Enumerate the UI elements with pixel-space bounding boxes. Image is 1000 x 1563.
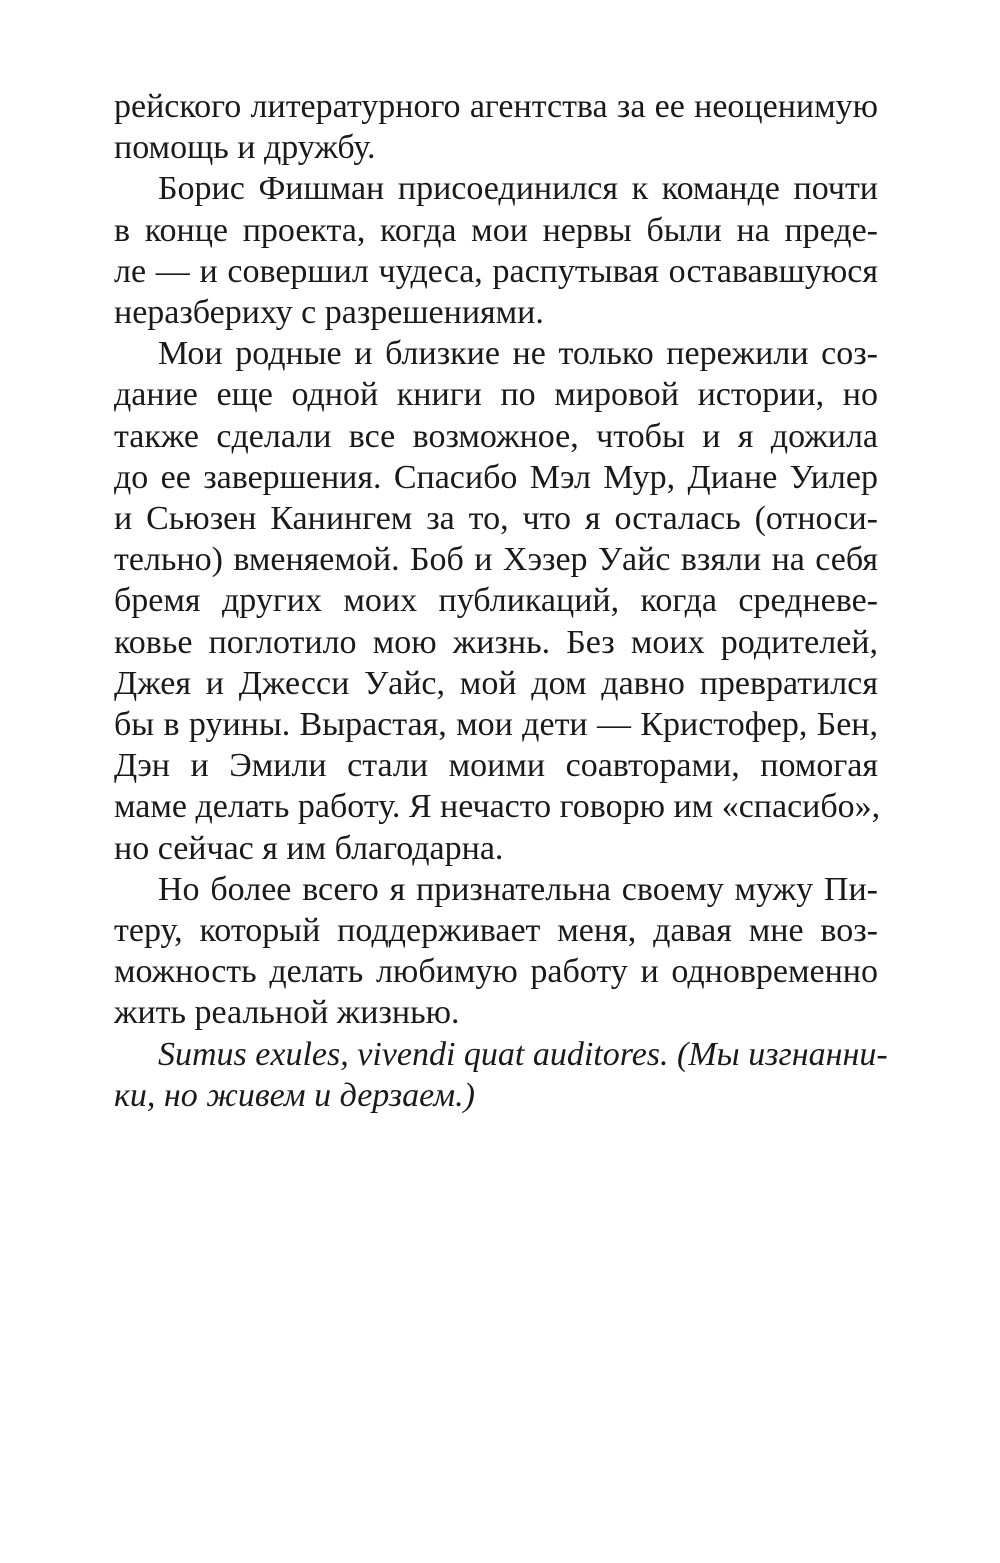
text-line: бремя других моих публикаций, когда средневе- <box>114 582 878 620</box>
text-line: бы в руины. Вырастая, мои дети — Кристофер, Бен, <box>114 706 878 744</box>
text-line: жить реальной жизнью. <box>114 994 460 1032</box>
text-line: Но более всего я признательна своему мужу Пи- <box>158 870 878 908</box>
text-line: ковье поглотило мою жизнь. Без моих родителей, <box>114 623 878 661</box>
text-line: но сейчас я им благодарна. <box>114 829 504 867</box>
text-line: маме делать работу. Я нечасто говорю им «спасибо», <box>114 788 881 826</box>
text-line: Sumus exules, vivendi quat auditores. (Мы изгнанни- <box>158 1035 888 1073</box>
text-line: Мои родные и близкие не только пережили соз- <box>158 335 878 373</box>
page-body <box>114 86 888 1116</box>
text-line: помощь и дружбу. <box>114 129 376 167</box>
text-line: Борис Фишман присоединился к команде почти <box>158 170 878 208</box>
paragraph-3 <box>114 333 881 869</box>
text-line: Джея и Джесси Уайс, мой дом давно превратился <box>114 664 878 702</box>
text-line: дание еще одной книги по мировой истории, но <box>114 376 878 414</box>
text-line: тельно) вменяемой. Боб и Хэзер Уайс взяли на себя <box>114 541 878 579</box>
text-line: рейского литературного агентства за ее неоценимую <box>114 88 878 125</box>
latin-motto <box>114 1034 888 1116</box>
text-line: Дэн и Эмили стали моими соавторами, помогая <box>114 747 878 785</box>
paragraph-2 <box>114 168 878 333</box>
text-line: ки, но живем и дерзаем.) <box>114 1076 475 1114</box>
text-line: и Сьюзен Канингем за то, что я осталась (относи- <box>114 500 878 538</box>
text-line: до ее завершения. Спасибо Мэл Мур, Диане Уилер <box>114 458 878 496</box>
paragraph-4 <box>114 869 878 1034</box>
text-line: также сделали все возможное, чтобы и я дожила <box>114 417 878 455</box>
text-line: ле — и совершил чудеса, распутывая остававшуюся <box>114 252 878 290</box>
text-line: в конце проекта, когда мои нервы были на преде- <box>114 211 878 249</box>
text-line: неразбериху с разрешениями. <box>114 294 544 332</box>
text-line: можность делать любимую работу и одновременно <box>114 953 878 991</box>
text-line: теру, который поддерживает меня, давая мне воз- <box>114 912 878 950</box>
paragraph-1 <box>114 86 878 168</box>
